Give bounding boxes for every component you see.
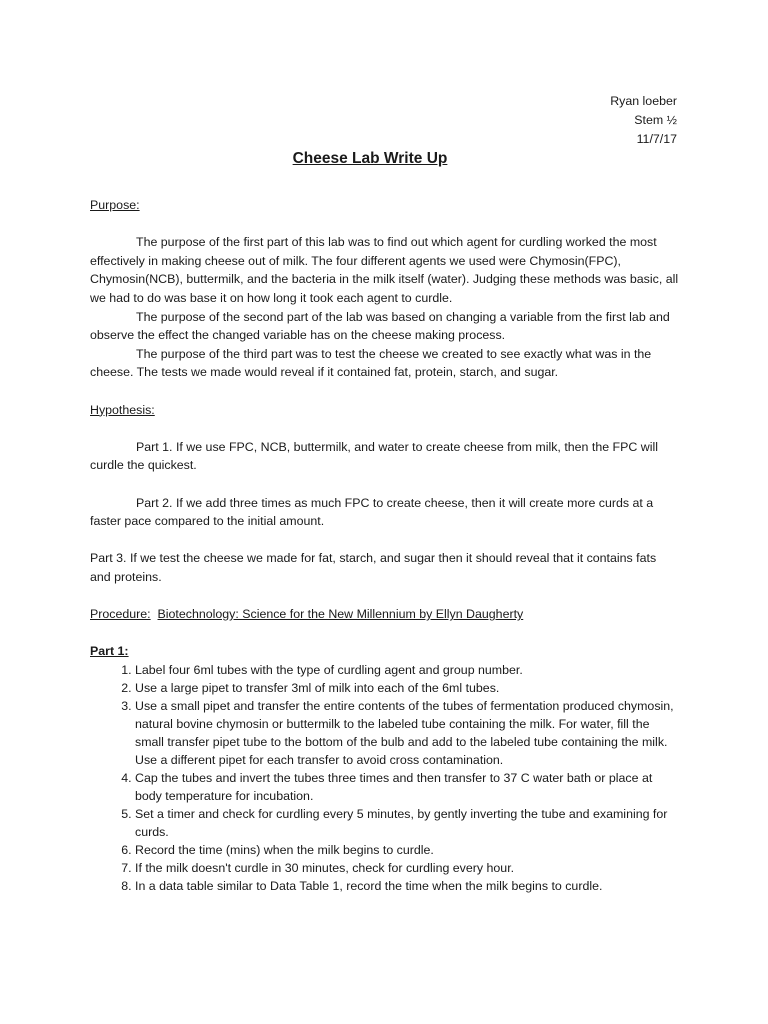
- document-body: [90, 196, 680, 895]
- list-item: 1. Label four 6ml tubes with the type of curdling agent and group number.: [135, 661, 680, 679]
- purpose-paragraph-3: The purpose of the third part was to test the cheese we created to see exactly what was in the cheese. The tests we made would reveal if it contained fat, protein, starch, and sugar.: [90, 346, 652, 380]
- list-item: 7. If the milk doesn't curdle in 30 minutes, check for curdling every hour.: [135, 859, 680, 877]
- list-item: 4. Cap the tubes and invert the tubes three times and then transfer to 37 C water bath or place at body temperature for incubation.: [135, 769, 680, 805]
- author-name: Ryan loeber: [610, 94, 677, 108]
- author-header: [610, 92, 677, 149]
- procedure-line: [90, 605, 680, 624]
- list-item: 5. Set a timer and check for curdling every 5 minutes, by gently inverting the tube and examining for curds.: [135, 805, 680, 841]
- document-date: 11/7/17: [636, 132, 677, 146]
- hypothesis-part-1: Part 1. If we use FPC, NCB, buttermilk, and water to create cheese from milk, then the FPC will curdle the quickest.: [90, 439, 658, 473]
- purpose-paragraph-2: The purpose of the second part of the lab was based on changing a variable from the first lab and observe the effect the changed variable has on the cheese making process.: [90, 309, 670, 343]
- list-item: 8. In a data table similar to Data Table 1, record the time when the milk begins to curdle.: [135, 877, 680, 895]
- hypothesis-part-3: Part 3. If we test the cheese we made for fat, starch, and sugar then it should reveal that it contains fats and proteins.: [90, 551, 657, 584]
- list-item: 2. Use a large pipet to transfer 3ml of milk into each of the 6ml tubes.: [135, 679, 680, 697]
- class-name: Stem ½: [634, 113, 677, 127]
- list-item: 3. Use a small pipet and transfer the entire contents of the tubes of fermentation produced chymosin, natural bovine chymosin or buttermilk to the labeled tube containing the milk. For water, fill the small transfer pipet tube to the bottom of the bulb and add to the labeled tube containing the milk. Use a different pipet for each transfer to avoid cross contamination.: [135, 697, 680, 769]
- purpose-paragraph-1: The purpose of the first part of this lab was to find out which agent for curdling worked the most effectively in making cheese out of milk. The four different agents we used were Chymosin(FPC), Chymosin(NCB), buttermilk, and the bacteria in the milk itself (water). Judging these methods was basic, all we had to do was base it on how long it took each agent to curdle.: [90, 235, 679, 305]
- document-title: Cheese Lab Write Up: [292, 150, 448, 167]
- procedure-source: Biotechnology: Science for the New Millennium by Ellyn Daugherty: [157, 607, 524, 622]
- hypothesis-part-2: Part 2. If we add three times as much FPC to create cheese, then it will create more curds at a faster pace compared to the initial amount.: [90, 495, 654, 529]
- part-1-heading: Part 1:: [90, 644, 129, 659]
- hypothesis-heading: Hypothesis:: [90, 402, 155, 417]
- purpose-heading: Purpose:: [90, 198, 140, 212]
- procedure-heading: Procedure:: [90, 607, 151, 622]
- list-item: 6. Record the time (mins) when the milk begins to curdle.: [135, 841, 680, 859]
- procedure-steps-list: [90, 661, 680, 895]
